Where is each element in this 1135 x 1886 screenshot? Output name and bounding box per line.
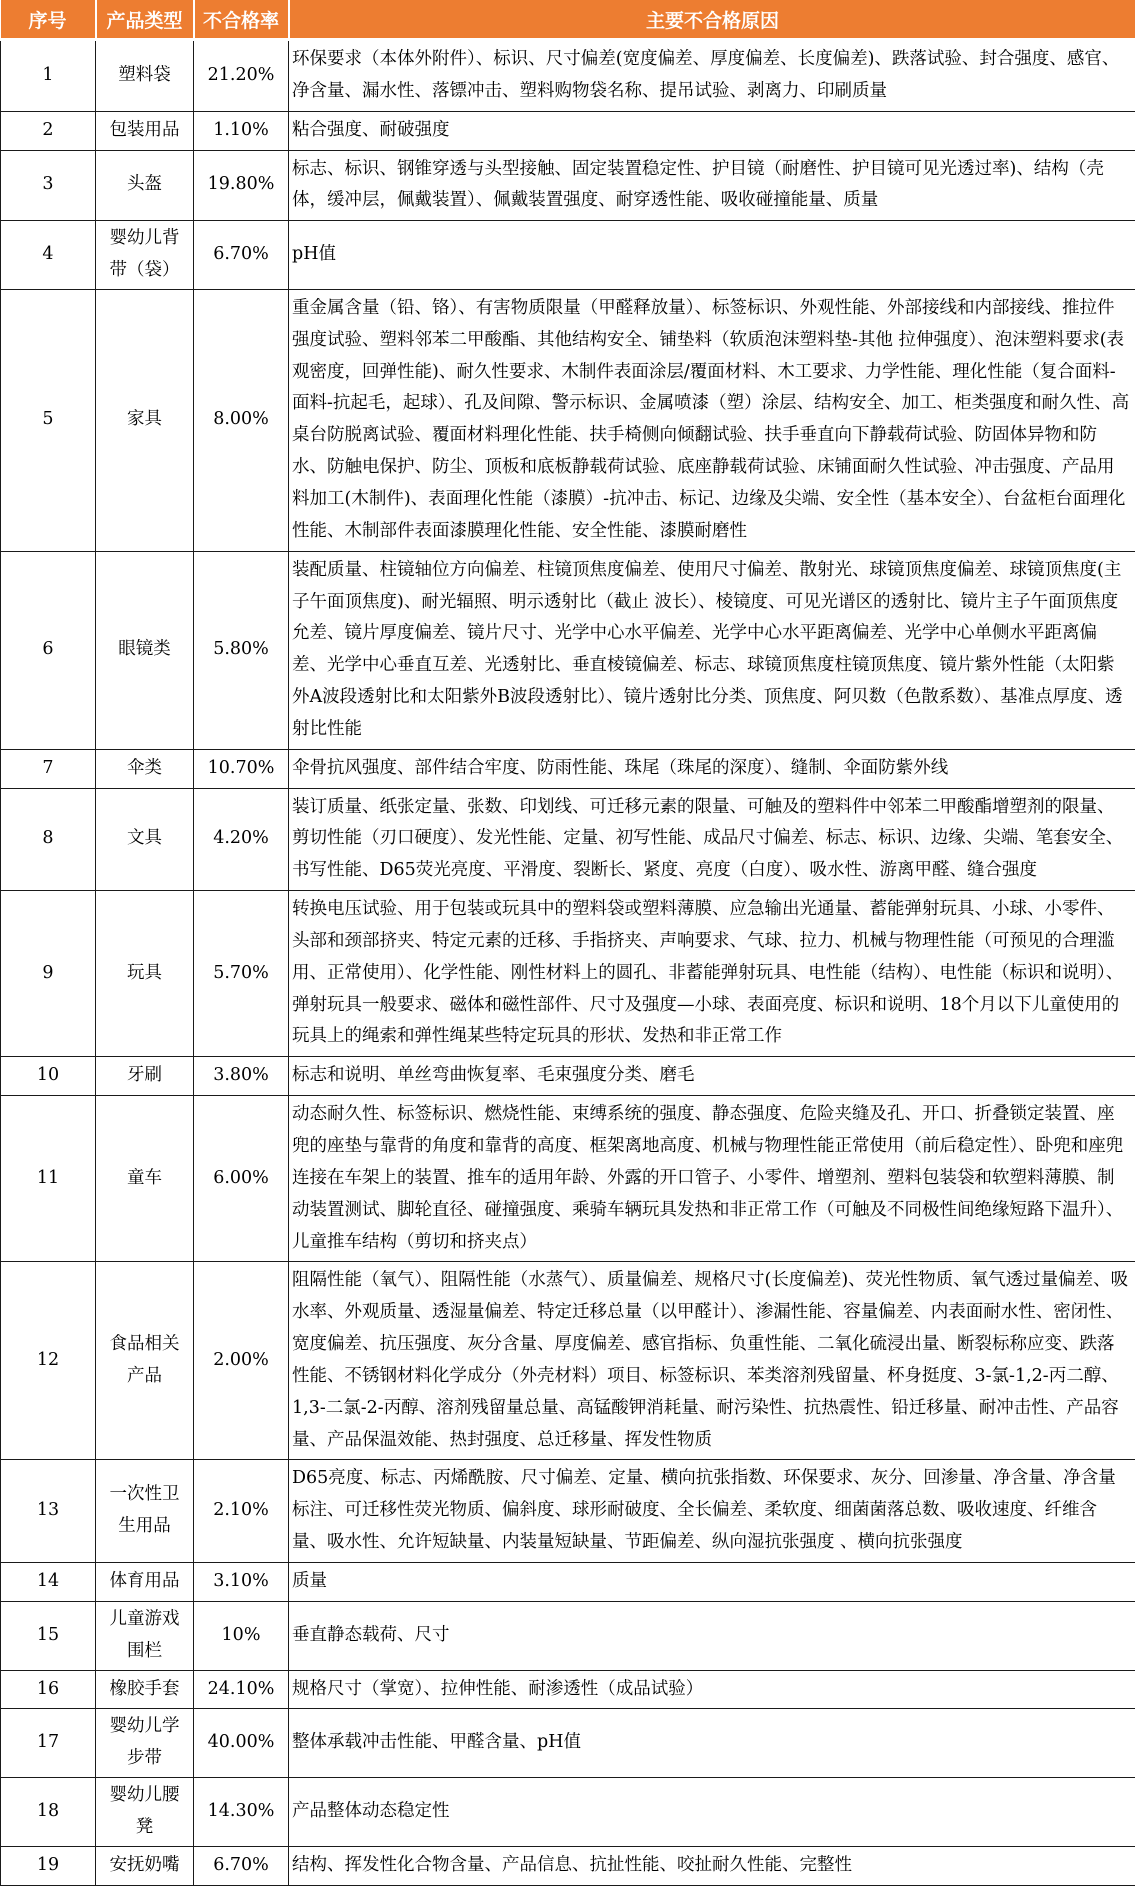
cell-serial-number: 18 [1, 1778, 96, 1847]
table-row [1, 1709, 1135, 1778]
cell-failure-rate: 4.20% [194, 788, 289, 891]
cell-failure-reasons: 环保要求（本体外附件）、标识、尺寸偏差(宽度偏差、厚度偏差、长度偏差)、跌落试验、封合强度、感官、净含量、漏水性、落镖冲击、塑料购物袋名称、提吊试验、剥离力、印刷质量 [289, 40, 1135, 112]
cell-product-type: 包装用品 [96, 111, 194, 150]
cell-failure-rate: 5.70% [194, 891, 289, 1057]
header-product-type: 产品类型 [96, 0, 194, 40]
table-row [1, 111, 1135, 150]
table-header [1, 0, 1135, 40]
cell-failure-reasons: 质量 [289, 1562, 1135, 1601]
table-row [1, 1262, 1135, 1460]
table-row [1, 1778, 1135, 1847]
cell-product-type: 塑料袋 [96, 40, 194, 112]
cell-serial-number: 13 [1, 1460, 96, 1563]
table-row [1, 221, 1135, 290]
cell-serial-number: 19 [1, 1846, 96, 1885]
cell-serial-number: 8 [1, 788, 96, 891]
cell-failure-reasons: 垂直静态载荷、尺寸 [289, 1601, 1135, 1670]
cell-failure-reasons: 装配质量、柱镜轴位方向偏差、柱镜顶焦度偏差、使用尺寸偏差、散射光、球镜顶焦度偏差、球镜顶焦度(主子午面顶焦度)、耐光辐照、明示透射比（截止 波长）、棱镜度、可见光谱区的透射比、镜片主子午面顶焦度允差、镜片厚度偏差、镜片尺寸、光学中心水平偏差、光学中心水平距离偏差、光学中心单侧水平距离偏差、光学中心垂直互差、光透射比、垂直棱镜偏差、标志、球镜顶焦度柱镜顶焦度、镜片紫外性能（太阳紫外A波段透射比和太阳紫外B波段透射比）、镜片透射比分类、顶焦度、阿贝数（色散系数）、基准点厚度、透射比性能 [289, 551, 1135, 749]
cell-failure-reasons: 装订质量、纸张定量、张数、印划线、可迁移元素的限量、可触及的塑料件中邻苯二甲酸酯增塑剂的限量、剪切性能（刃口硬度）、发光性能、定量、初写性能、成品尺寸偏差、标志、标识、边缘、尖端、笔套安全、书写性能、D65荧光亮度、平滑度、裂断长、紧度、亮度（白度）、吸水性、游离甲醛、缝合强度 [289, 788, 1135, 891]
cell-serial-number: 11 [1, 1096, 96, 1262]
table-row [1, 891, 1135, 1057]
cell-failure-rate: 6.00% [194, 1096, 289, 1262]
cell-product-type: 婴幼儿学步带 [96, 1709, 194, 1778]
table-row [1, 1562, 1135, 1601]
cell-product-type: 家具 [96, 289, 194, 551]
cell-failure-reasons: 结构、挥发性化合物含量、产品信息、抗扯性能、咬扯耐久性能、完整性 [289, 1846, 1135, 1885]
cell-product-type: 伞类 [96, 749, 194, 788]
cell-product-type: 橡胶手套 [96, 1670, 194, 1709]
cell-serial-number: 3 [1, 150, 96, 221]
cell-product-type: 儿童游戏围栏 [96, 1601, 194, 1670]
table-row [1, 1057, 1135, 1096]
cell-serial-number: 2 [1, 111, 96, 150]
cell-failure-reasons: 粘合强度、耐破强度 [289, 111, 1135, 150]
cell-failure-reasons: 重金属含量（铅、铬）、有害物质限量（甲醛释放量）、标签标识、外观性能、外部接线和内部接线、推拉件强度试验、塑料邻苯二甲酸酯、其他结构安全、铺垫料（软质泡沫塑料垫-其他 拉伸强度）、泡沫塑料要求(表观密度，回弹性能)、耐久性要求、木制件表面涂层/覆面材料、木工要求、力学性能、理化性能（复合面料-面料-抗起毛，起球）、孔及间隙、警示标识、金属喷漆（塑）涂层、结构安全、加工、柜类强度和耐久性、高桌台防脱离试验、覆面材料理化性能、扶手椅侧向倾翻试验、扶手垂直向下静载荷试验、防固体异物和防水、防触电保护、防尘、顶板和底板静载荷试验、底座静载荷试验、床铺面耐久性试验、冲击强度、产品用料加工(木制件)、表面理化性能（漆膜）-抗冲击、标记、边缘及尖端、安全性（基本安全）、台盆柜台面理化性能、木制部件表面漆膜理化性能、安全性能、漆膜耐磨性 [289, 289, 1135, 551]
cell-product-type: 眼镜类 [96, 551, 194, 749]
cell-failure-rate: 2.00% [194, 1262, 289, 1460]
table-body [1, 40, 1135, 1886]
cell-failure-reasons: 标志、标识、钢锥穿透与头型接触、固定装置稳定性、护目镜（耐磨性、护目镜可见光透过率)、结构（壳体，缓冲层，佩戴装置）、佩戴装置强度、耐穿透性能、吸收碰撞能量、质量 [289, 150, 1135, 221]
cell-product-type: 安抚奶嘴 [96, 1846, 194, 1885]
cell-serial-number: 6 [1, 551, 96, 749]
table-row [1, 1670, 1135, 1709]
table-row [1, 150, 1135, 221]
cell-serial-number: 17 [1, 1709, 96, 1778]
cell-serial-number: 10 [1, 1057, 96, 1096]
cell-product-type: 体育用品 [96, 1562, 194, 1601]
table-row [1, 551, 1135, 749]
cell-failure-reasons: 规格尺寸（掌宽）、拉伸性能、耐渗透性（成品试验） [289, 1670, 1135, 1709]
cell-serial-number: 7 [1, 749, 96, 788]
table-row [1, 749, 1135, 788]
cell-failure-rate: 6.70% [194, 221, 289, 290]
header-serial-number: 序号 [1, 0, 96, 40]
table-row [1, 788, 1135, 891]
cell-failure-reasons: 标志和说明、单丝弯曲恢复率、毛束强度分类、磨毛 [289, 1057, 1135, 1096]
cell-failure-rate: 1.10% [194, 111, 289, 150]
table-row [1, 1846, 1135, 1885]
cell-failure-reasons: 整体承载冲击性能、甲醛含量、pH值 [289, 1709, 1135, 1778]
cell-failure-reasons: 转换电压试验、用于包装或玩具中的塑料袋或塑料薄膜、应急输出光通量、蓄能弹射玩具、小球、小零件、头部和颈部挤夹、特定元素的迁移、手指挤夹、声响要求、气球、拉力、机械与物理性能（可预见的合理滥用、正常使用）、化学性能、刚性材料上的圆孔、非蓄能弹射玩具、电性能（结构）、电性能（标识和说明）、弹射玩具一般要求、磁体和磁性部件、尺寸及强度—小球、表面亮度、标识和说明、18个月以下儿童使用的玩具上的绳索和弹性绳某些特定玩具的形状、发热和非正常工作 [289, 891, 1135, 1057]
cell-serial-number: 15 [1, 1601, 96, 1670]
cell-failure-reasons: 产品整体动态稳定性 [289, 1778, 1135, 1847]
cell-failure-rate: 40.00% [194, 1709, 289, 1778]
cell-product-type: 玩具 [96, 891, 194, 1057]
cell-product-type: 婴幼儿腰凳 [96, 1778, 194, 1847]
header-failure-rate: 不合格率 [194, 0, 289, 40]
cell-product-type: 牙刷 [96, 1057, 194, 1096]
cell-failure-rate: 8.00% [194, 289, 289, 551]
cell-serial-number: 14 [1, 1562, 96, 1601]
cell-product-type: 婴幼儿背带（袋） [96, 221, 194, 290]
cell-failure-rate: 21.20% [194, 40, 289, 112]
cell-failure-rate: 3.80% [194, 1057, 289, 1096]
cell-serial-number: 4 [1, 221, 96, 290]
table-row [1, 289, 1135, 551]
cell-serial-number: 9 [1, 891, 96, 1057]
cell-serial-number: 16 [1, 1670, 96, 1709]
cell-product-type: 食品相关产品 [96, 1262, 194, 1460]
cell-failure-reasons: 阻隔性能（氧气）、阻隔性能（水蒸气）、质量偏差、规格尺寸(长度偏差)、荧光性物质、氧气透过量偏差、吸水率、外观质量、透湿量偏差、特定迁移总量（以甲醛计）、渗漏性能、容量偏差、内表面耐水性、密闭性、宽度偏差、抗压强度、灰分含量、厚度偏差、感官指标、负重性能、二氧化硫浸出量、断裂标称应变、跌落性能、不锈钢材料化学成分（外壳材料）项目、标签标识、苯类溶剂残留量、杯身挺度、3-氯-1,2-丙二醇、1,3-二氯-2-丙醇、溶剂残留量总量、高锰酸钾消耗量、耐污染性、抗热震性、铅迁移量、耐冲击性、产品容量、产品保温效能、热封强度、总迁移量、挥发性物质 [289, 1262, 1135, 1460]
cell-failure-rate: 19.80% [194, 150, 289, 221]
cell-failure-rate: 24.10% [194, 1670, 289, 1709]
cell-serial-number: 12 [1, 1262, 96, 1460]
table-row [1, 1460, 1135, 1563]
table-row [1, 40, 1135, 112]
cell-product-type: 头盔 [96, 150, 194, 221]
header-row [1, 0, 1135, 40]
cell-failure-rate: 14.30% [194, 1778, 289, 1847]
cell-failure-reasons: pH值 [289, 221, 1135, 290]
cell-failure-reasons: D65亮度、标志、丙烯酰胺、尺寸偏差、定量、横向抗张指数、环保要求、灰分、回渗量、净含量、净含量标注、可迁移性荧光物质、偏斜度、球形耐破度、全长偏差、柔软度、细菌菌落总数、吸收速度、纤维含量、吸水性、允许短缺量、内装量短缺量、节距偏差、纵向湿抗张强度 、横向抗张强度 [289, 1460, 1135, 1563]
cell-failure-rate: 5.80% [194, 551, 289, 749]
cell-failure-reasons: 伞骨抗风强度、部件结合牢度、防雨性能、珠尾（珠尾的深度）、缝制、伞面防紫外线 [289, 749, 1135, 788]
cell-failure-rate: 6.70% [194, 1846, 289, 1885]
cell-failure-rate: 10% [194, 1601, 289, 1670]
table-row [1, 1601, 1135, 1670]
cell-product-type: 一次性卫生用品 [96, 1460, 194, 1563]
cell-serial-number: 1 [1, 40, 96, 112]
header-main-failure-reasons: 主要不合格原因 [289, 0, 1135, 40]
cell-failure-reasons: 动态耐久性、标签标识、燃烧性能、束缚系统的强度、静态强度、危险夹缝及孔、开口、折叠锁定装置、座兜的座垫与靠背的角度和靠背的高度、框架离地高度、机械与物理性能正常使用（前后稳定性）、卧兜和座兜连接在车架上的装置、推车的适用年龄、外露的开口管子、小零件、增塑剂、塑料包装袋和软塑料薄膜、制动装置测试、脚轮直径、碰撞强度、乘骑车辆玩具发热和非正常工作（可触及不同极性间绝缘短路下温升）、儿童推车结构（剪切和挤夹点） [289, 1096, 1135, 1262]
cell-serial-number: 5 [1, 289, 96, 551]
cell-failure-rate: 10.70% [194, 749, 289, 788]
cell-failure-rate: 2.10% [194, 1460, 289, 1563]
cell-product-type: 童车 [96, 1096, 194, 1262]
cell-failure-rate: 3.10% [194, 1562, 289, 1601]
table-row [1, 1096, 1135, 1262]
cell-product-type: 文具 [96, 788, 194, 891]
